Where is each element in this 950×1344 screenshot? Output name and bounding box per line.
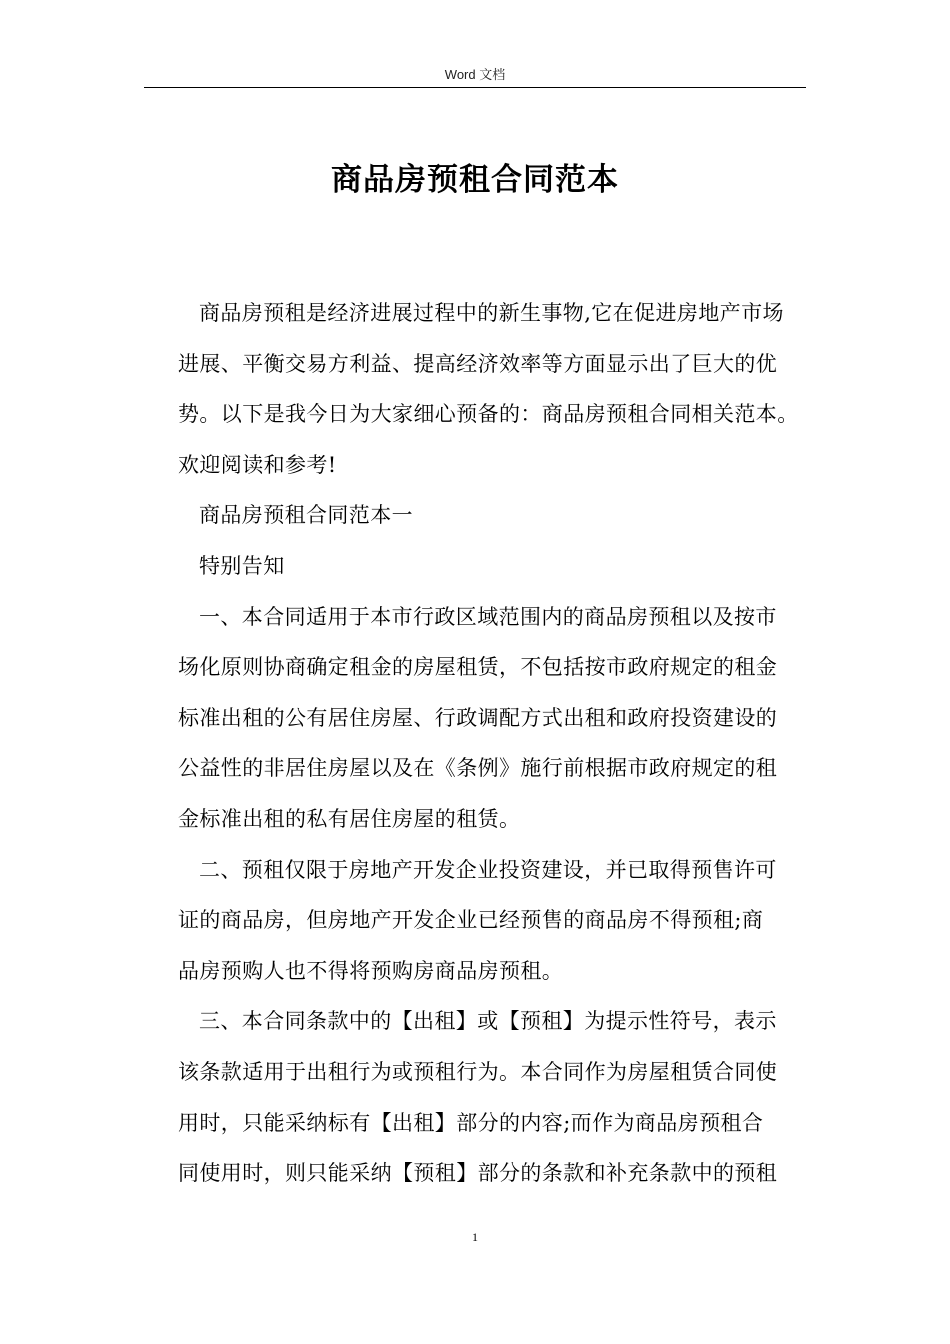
body-line: 二、预租仅限于房地产开发企业投资建设，并已取得预售许可 bbox=[199, 857, 777, 882]
body-line: 金标准出租的私有居住房屋的租赁。 bbox=[178, 806, 521, 831]
page-number: 1 bbox=[472, 1230, 478, 1244]
body-line: 用时，只能采纳标有【出租】部分的内容;而作为商品房预租合 bbox=[178, 1110, 764, 1135]
body-line: 欢迎阅读和参考! bbox=[178, 452, 337, 477]
body-line: 该条款适用于出租行为或预租行为。本合同作为房屋租赁合同使 bbox=[178, 1059, 778, 1084]
section-heading: 特别告知 bbox=[199, 553, 285, 578]
body-line: 势。以下是我今日为大家细心预备的：商品房预租合同相关范本。 bbox=[178, 402, 799, 427]
document-body bbox=[178, 288, 810, 1199]
body-line: 一、本合同适用于本市行政区域范围内的商品房预租以及按市 bbox=[199, 604, 777, 629]
header-divider bbox=[144, 87, 806, 88]
body-line: 证的商品房，但房地产开发企业已经预售的商品房不得预租;商 bbox=[178, 908, 764, 933]
section-heading: 商品房预租合同范本一 bbox=[199, 503, 413, 528]
document-title: 商品房预租合同范本 bbox=[331, 162, 619, 198]
body-line: 同使用时，则只能采纳【预租】部分的条款和补充条款中的预租 bbox=[178, 1161, 778, 1186]
document-header-label: Word 文档 bbox=[444, 67, 506, 82]
body-line: 场化原则协商确定租金的房屋租赁，不包括按市政府规定的租金 bbox=[178, 655, 778, 680]
body-line: 公益性的非居住房屋以及在《条例》施行前根据市政府规定的租 bbox=[178, 756, 778, 781]
body-line: 品房预购人也不得将预购房商品房预租。 bbox=[178, 958, 564, 983]
body-line: 商品房预租是经济进展过程中的新生事物,它在促进房地产市场 bbox=[199, 301, 784, 325]
body-line: 标准出租的公有居住房屋、行政调配方式出租和政府投资建设的 bbox=[178, 705, 778, 730]
body-line: 三、本合同条款中的【出租】或【预租】为提示性符号，表示 bbox=[199, 1009, 777, 1034]
body-line: 进展、平衡交易方利益、提高经济效率等方面显示出了巨大的优 bbox=[178, 351, 778, 376]
